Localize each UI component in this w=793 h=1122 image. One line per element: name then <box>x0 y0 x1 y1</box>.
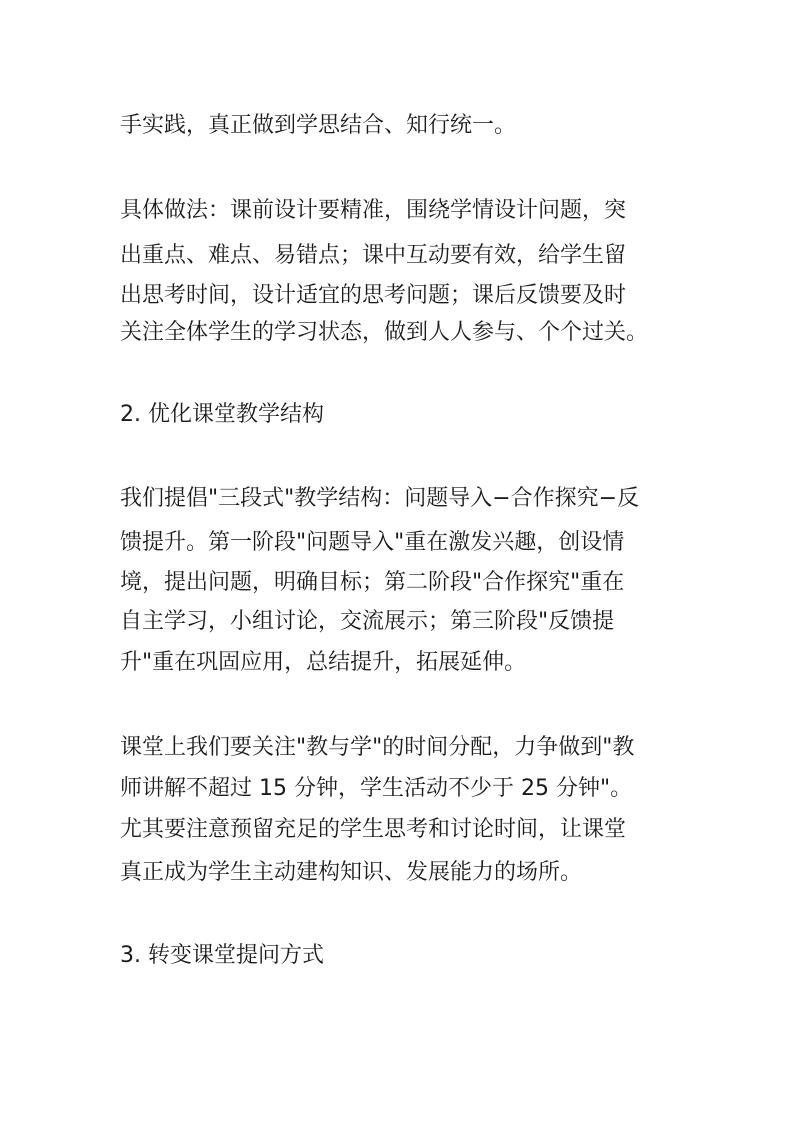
paragraph-line: 具体做法：课前设计要精准，围绕学情设计问题，突 <box>120 198 627 223</box>
paragraph-line: 馈提升。第一阶段"问题导入"重在激发兴趣，创设情 <box>120 530 625 555</box>
paragraph-line: 升"重在巩固应用，总结提升，拓展延伸。 <box>120 650 527 675</box>
paragraph-line: 关注全体学生的学习状态，做到人人参与、个个过关。 <box>120 320 649 345</box>
paragraph-line: 出重点、难点、易错点；课中互动要有效，给学生留 <box>120 243 627 268</box>
paragraph-line: 课堂上我们要关注"教与学"的时间分配，力争做到"教 <box>120 735 635 760</box>
paragraph-line: 尤其要注意预留充足的学生思考和讨论时间，让课堂 <box>120 817 627 842</box>
paragraph-line: 出思考时间，设计适宜的思考问题；课后反馈要及时 <box>120 283 627 308</box>
paragraph-line: 境，提出问题，明确目标；第二阶段"合作探究"重在 <box>120 570 625 595</box>
section-heading: 3. 转变课堂提问方式 <box>120 943 324 968</box>
paragraph-line: 手实践，真正做到学思结合、知行统一。 <box>120 113 517 138</box>
paragraph-line: 师讲解不超过 15 分钟，学生活动不少于 25 分钟"。 <box>120 776 633 801</box>
paragraph-line: 自主学习，小组讨论，交流展示；第三阶段"反馈提 <box>120 609 615 634</box>
paragraph-line: 我们提倡"三段式"教学结构：问题导入−合作探究−反 <box>120 486 640 511</box>
paragraph-line: 真正成为学生主动建构知识、发展能力的场所。 <box>120 860 583 885</box>
section-heading: 2. 优化课堂教学结构 <box>120 402 324 427</box>
